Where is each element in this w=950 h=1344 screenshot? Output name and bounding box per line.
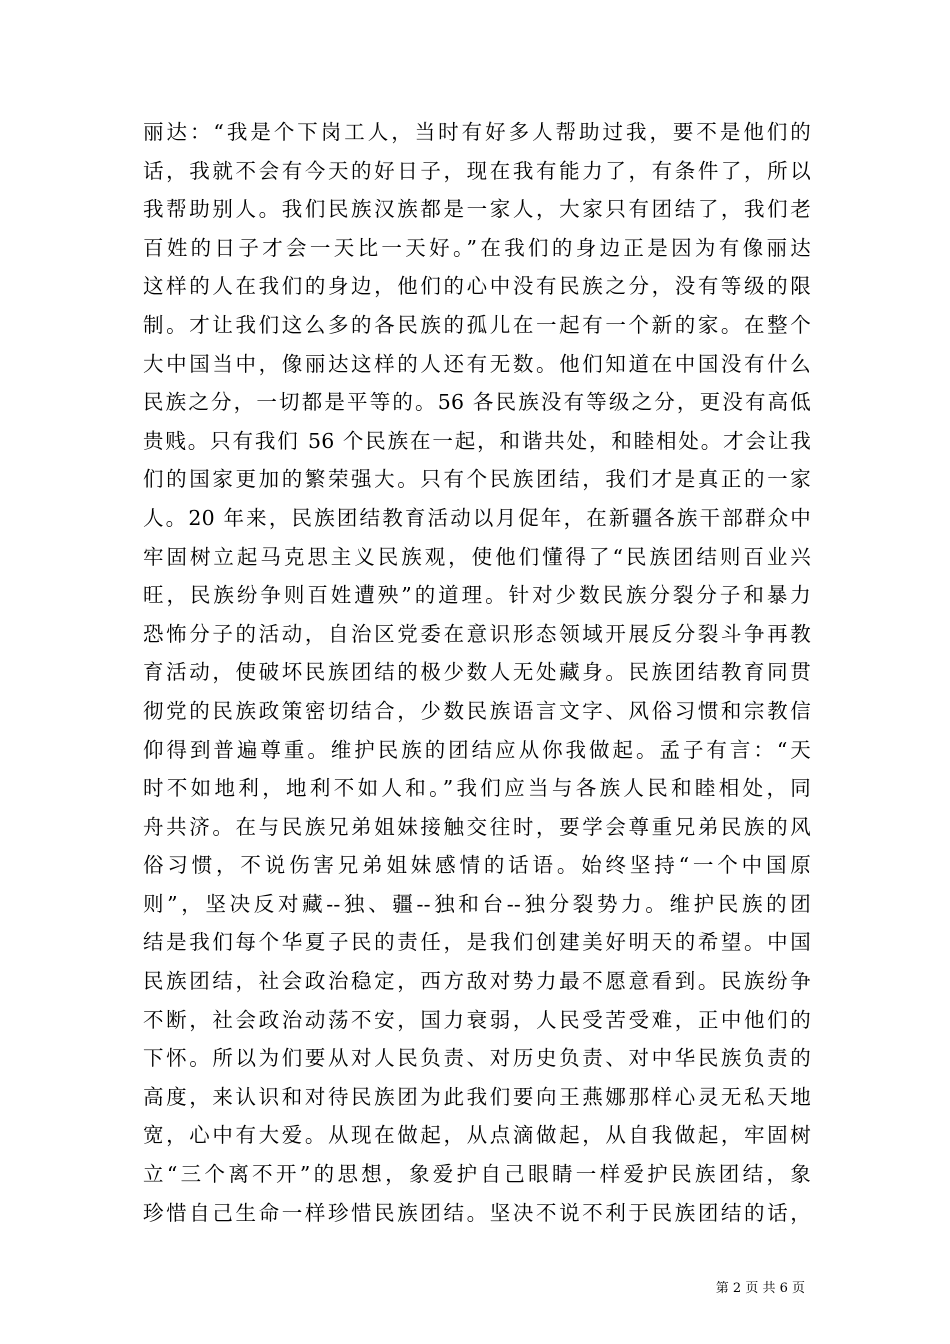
text-line: 珍惜自己生命一样珍惜民族团结。坚决不说不利于民族团结的话， — [143, 1200, 811, 1225]
page-number: 第 2 页 共 6 页 — [715, 1281, 805, 1296]
text-line: 民族团结，社会政治稳定，西方敌对势力最不愿意看到。民族纷争 — [143, 969, 811, 994]
text-line: 话，我就不会有今天的好日子，现在我有能力了，有条件了，所以 — [143, 158, 811, 183]
text-line: 民族之分，一切都是平等的。56 各民族没有等级之分，更没有高低 — [143, 390, 811, 415]
text-line: 这样的人在我们的身边，他们的心中没有民族之分，没有等级的限 — [143, 274, 811, 299]
text-line: 育活动，使破坏民族团结的极少数人无处藏身。民族团结教育同贯 — [143, 660, 811, 685]
text-line: 立“三个离不开”的思想，象爱护自己眼睛一样爱护民族团结，象 — [143, 1162, 811, 1187]
text-line: 时不如地利，地利不如人和。”我们应当与各族人民和睦相处，同 — [143, 776, 811, 801]
text-line: 旺，民族纷争则百姓遭殃”的道理。针对少数民族分裂分子和暴力 — [143, 583, 811, 608]
text-line: 俗习惯，不说伤害兄弟姐妹感情的话语。始终坚持“一个中国原 — [143, 853, 811, 878]
text-line: 制。才让我们这么多的各民族的孤儿在一起有一个新的家。在整个 — [143, 312, 811, 337]
text-line: 高度，来认识和对待民族团为此我们要向王燕娜那样心灵无私天地 — [143, 1084, 811, 1109]
text-line: 宽，心中有大爱。从现在做起，从点滴做起，从自我做起，牢固树 — [143, 1123, 811, 1148]
text-line: 不断，社会政治动荡不安，国力衰弱，人民受苦受难，正中他们的 — [143, 1007, 811, 1032]
text-line: 牢固树立起马克思主义民族观，使他们懂得了“民族团结则百业兴 — [143, 544, 811, 569]
text-line: 贵贱。只有我们 56 个民族在一起，和谐共处，和睦相处。才会让我 — [143, 428, 811, 453]
text-line: 结是我们每个华夏子民的责任，是我们创建美好明天的希望。中国 — [143, 930, 811, 955]
text-line: 们的国家更加的繁荣强大。只有个民族团结，我们才是真正的一家 — [143, 467, 811, 492]
text-line: 仰得到普遍尊重。维护民族的团结应从你我做起。孟子有言：“天 — [143, 737, 811, 762]
text-line: 大中国当中，像丽达这样的人还有无数。他们知道在中国没有什么 — [143, 351, 811, 376]
text-line: 人。20 年来，民族团结教育活动以月促年，在新疆各族干部群众中 — [143, 505, 811, 530]
text-line: 舟共济。在与民族兄弟姐妹接触交往时，要学会尊重兄弟民族的风 — [143, 814, 811, 839]
text-line: 我帮助别人。我们民族汉族都是一家人，大家只有团结了，我们老 — [143, 197, 811, 222]
text-line: 彻党的民族政策密切结合，少数民族语言文字、风俗习惯和宗教信 — [143, 698, 811, 723]
text-line: 丽达：“我是个下岗工人，当时有好多人帮助过我，要不是他们的 — [143, 120, 811, 144]
text-line: 恐怖分子的活动，自治区党委在意识形态领域开展反分裂斗争再教 — [143, 621, 811, 646]
text-line: 则”，坚决反对藏--独、疆--独和台--独分裂势力。维护民族的团 — [143, 891, 811, 916]
text-line: 下怀。所以为们要从对人民负责、对历史负责、对中华民族负责的 — [143, 1046, 811, 1071]
text-line: 百姓的日子才会一天比一天好。”在我们的身边正是因为有像丽达 — [143, 235, 811, 260]
body-text — [143, 113, 811, 1232]
